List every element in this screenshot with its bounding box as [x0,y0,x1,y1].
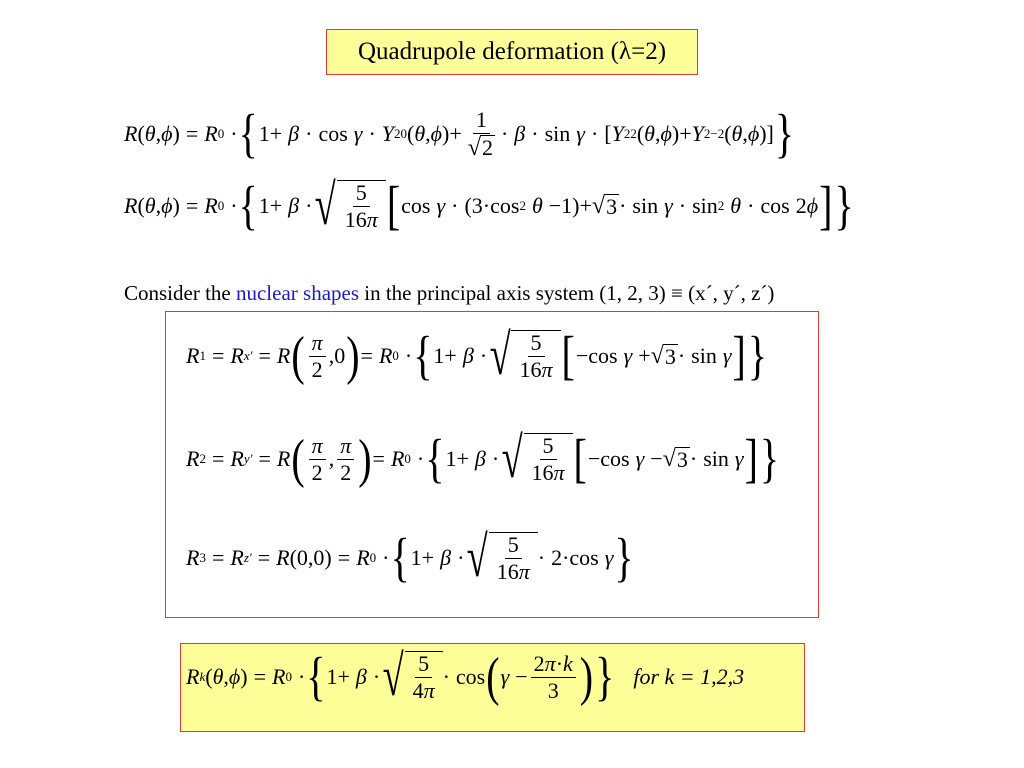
equation-r2: R 2 = R y′ = R ( $\frac{\pi}{2}$ , $\frac{\pi}{2}$ ) = R 0 · { 1+ β · √ $\frac{5}{16\pi}$ [ −cos γ − √ 3 · sin γ ] } [186,426,780,491]
slide-title: Quadrupole deformation (λ=2) [326,29,698,75]
equation-rk: R k ( θ , ϕ ) = R 0 · { 1+ β · √ $\frac{5}{4\pi}$ · cos ( γ − $\frac{2\pi\cdot k}{3}$ ) } for k = 1,2,3 [186,644,745,709]
equation-radius-spherical-harmonics: R ( θ , ϕ ) = R 0 · { 1+ β · cos γ · Y 20 ( θ , ϕ )+ 1 √ 2 · β · sin γ · [ Y 22 ( θ , ϕ )+ Y 2−2 ( θ , ϕ )] } [124,103,795,164]
nuclear-shapes-highlight: nuclear shapes [235,281,360,305]
k-range: for k = 1,2,3 [633,664,745,690]
equation-radius-expanded: R ( θ , ϕ ) = R 0 · { 1+ β · √ $\frac{5}{16\pi}$ [ cos γ · (3·cos 2 θ −1)+ √ 3 · sin γ · sin 2 θ · cos 2 ϕ ] } [124,173,854,238]
equation-r1: R 1 = R x′ = R ( $\frac{\pi}{2}$ ,0 ) = R 0 · { 1+ β · √ $\frac{5}{16\pi}$ [ −cos γ + √ 3 · sin γ ] } [186,323,768,388]
sentence-tail: in the principal axis system (1, 2, 3) ≡ (x´, y´, z´) [359,281,775,305]
sentence-lead: Consider the [124,281,236,305]
nuclear-shapes-sentence [124,281,774,306]
equation-r3: R 3 = R z′ = R (0,0) = R 0 · { 1+ β · √ $\frac{5}{16\pi}$ · 2·cos γ } [186,525,634,590]
